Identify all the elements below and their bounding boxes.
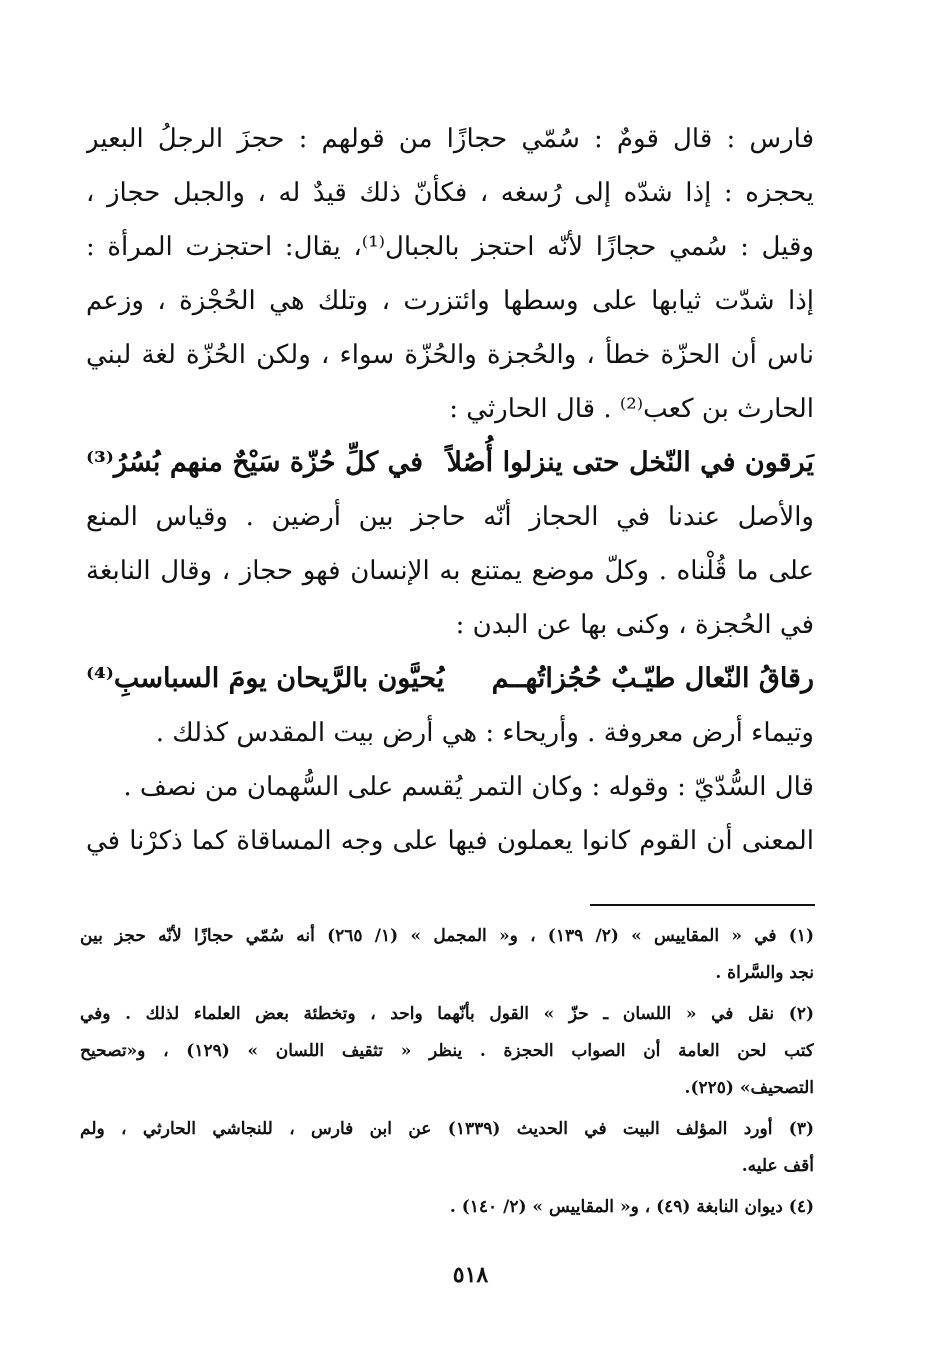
footnote-separator <box>590 904 815 906</box>
main-text <box>86 112 814 868</box>
footnote-2 <box>80 996 814 1107</box>
text-line: فارس : قال قومٌ : سُمّي حجازًا من قولهم : حجزَ الرجلُ البعير <box>86 124 814 154</box>
text-line: المعنى أن القوم كانوا يعملون فيها على وجه المساقاة كما ذكرْنا في <box>86 826 814 856</box>
text-line: الحارث بن كعب⁽²⁾ . قال الحارثي : <box>449 394 814 424</box>
footnote-line: (٣) أورد المؤلف البيت في الحديث (١٣٣٩) عن ابن فارس ، للنجاشي الحارثي ، ولم <box>80 1119 814 1139</box>
text-line: في الحُجزة ، وكنى بها عن البدن : <box>455 610 814 640</box>
footnote-line: (١) في « المقاييس » (٢/ ١٣٩) ، و« المجمل » (١/ ٢٦٥) أنه سُمّي حجازًا لأنّه حجز بين <box>80 926 814 946</box>
footnote-3 <box>80 1111 814 1185</box>
verse-first-hemistich: رقاقُ النّعال طيّـبٌ حُجُزاتُهــم <box>491 663 814 694</box>
text-line: والأصل عندنا في الحجاز أنّه حاجز بين أرضين . وقياس المنع <box>86 502 814 532</box>
footnote-line: أقف عليه. <box>741 1156 814 1176</box>
footnote-line: نجد والسَّراة . <box>715 963 814 983</box>
page-number: ٥١٨ <box>452 1262 489 1288</box>
verse-second-hemistich: يُحيَّون بالرَّيحان يومَ السباسبِ⁽⁴⁾ <box>86 663 445 694</box>
footnote-line: (٢) نقل في « اللسان ـ حزّ » القول بأنّهما واحد ، وتخطئة بعض العلماء لذلك . وفي <box>80 1004 814 1024</box>
poetry-verse <box>86 436 814 490</box>
verse-first-hemistich: يَرقون في النّخل حتى ينزلوا أُصُلاً <box>446 447 814 478</box>
text-line: ناس أن الحزّة خطأ ، والحُجزة والحُزّة سواء ، ولكن الحُزّة لغة لبني <box>86 340 814 370</box>
text-line: إذا شدّت ثيابها على وسطها وائتزرت ، وتلك هي الحُجْزة ، وزعم <box>86 286 814 316</box>
text-line: وقيل : سُمي حجازًا لأنّه احتجز بالجبال⁽¹⁾، يقال: احتجزت المرأة : <box>86 232 814 262</box>
footnote-1 <box>80 918 814 992</box>
text-line: يحجزه : إذا شدّه إلى رُسغه ، فكأنّ ذلك قيدٌ له ، والجبل حجاز ، <box>86 178 814 208</box>
poetry-verse <box>86 652 814 706</box>
footnote-line: (٤) ديوان النابغة (٤٩) ، و« المقاييس » (٢/ ١٤٠) . <box>449 1197 814 1217</box>
text-line: وتيماء أرض معروفة . وأريحاء : هي أرض بيت المقدس كذلك . <box>155 718 814 748</box>
text-line: قال السُّدّيّ : وقوله : وكان التمر يُقسم على السُّهمان من نصف . <box>123 772 814 802</box>
footnote-line: التصحيف» (٢٢٥). <box>684 1078 814 1098</box>
footnote-4 <box>80 1189 814 1226</box>
footnotes <box>80 918 814 1230</box>
text-line: على ما قُلْناه . وكلّ موضع يمتنع به الإنسان فهو حجاز ، وقال النابغة <box>86 556 814 586</box>
verse-second-hemistich: في كلِّ حُزّة سَيْحٌ منهم بُسُرُ⁽³⁾ <box>86 447 424 478</box>
footnote-line: كتب لحن العامة أن الصواب الحجزة . ينظر « تثقيف اللسان » (١٢٩) ، و«تصحيح <box>80 1041 814 1061</box>
